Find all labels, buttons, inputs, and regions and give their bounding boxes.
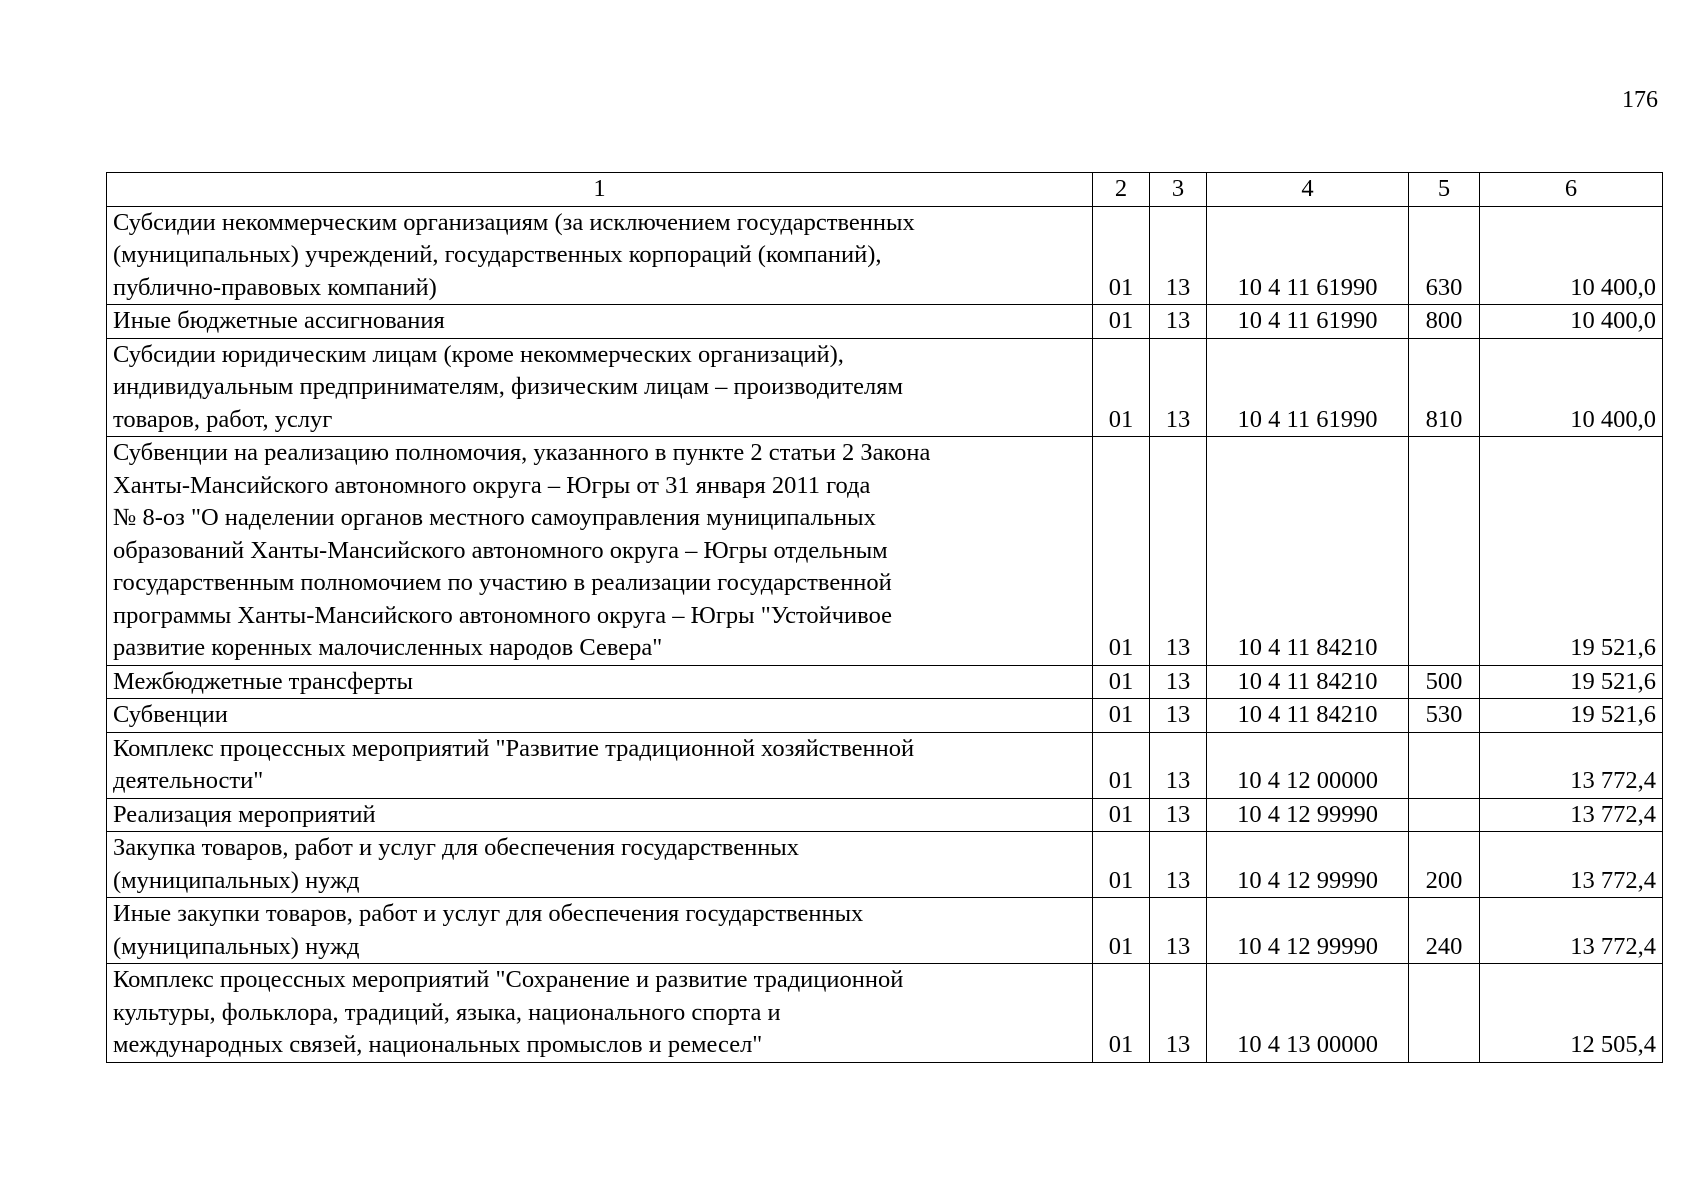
target-article-cell: 10 4 12 99990 (1207, 832, 1409, 898)
amount-cell: 10 400,0 (1480, 206, 1663, 305)
section-code-cell: 01 (1093, 699, 1150, 733)
target-article-cell: 10 4 13 00000 (1207, 964, 1409, 1063)
expense-type-cell: 810 (1409, 338, 1480, 437)
table-row (107, 699, 1663, 733)
expense-name-line: культуры, фольклора, традиций, языка, национального спорта и (113, 998, 781, 1026)
target-article-cell: 10 4 11 84210 (1207, 699, 1409, 733)
subsection-code-cell: 13 (1150, 798, 1207, 832)
expense-name-line: деятельности" (113, 767, 264, 794)
column-header: 4 (1207, 173, 1409, 207)
section-code-cell: 01 (1093, 964, 1150, 1063)
table-row (107, 206, 1663, 305)
expense-name-cell (107, 305, 1093, 339)
table-row (107, 898, 1663, 964)
subsection-code-cell: 13 (1150, 898, 1207, 964)
expense-name-cell (107, 898, 1093, 964)
section-code-cell: 01 (1093, 305, 1150, 339)
target-article-cell: 10 4 12 00000 (1207, 732, 1409, 798)
expense-name-cell (107, 964, 1093, 1063)
amount-cell: 13 772,4 (1480, 732, 1663, 798)
section-code-cell: 01 (1093, 898, 1150, 964)
target-article-cell: 10 4 11 61990 (1207, 338, 1409, 437)
expense-name-line: Закупка товаров, работ и услуг для обеспечения государственных (113, 834, 800, 861)
expense-name-line: Ханты-Мансийского автономного округа – Югры от 31 января 2011 года (113, 471, 871, 499)
expense-name-line: индивидуальным предпринимателям, физическим лицам – производителям (113, 373, 903, 400)
column-header: 6 (1480, 173, 1663, 207)
expense-type-cell (1409, 437, 1480, 666)
expense-name-line: Иные бюджетные ассигнования (113, 307, 445, 334)
expense-name-line: Реализация мероприятий (113, 800, 376, 828)
expense-name-cell (107, 832, 1093, 898)
amount-cell: 13 772,4 (1480, 832, 1663, 898)
subsection-code-cell: 13 (1150, 437, 1207, 666)
expense-type-cell: 800 (1409, 305, 1480, 339)
expense-name-line: (муниципальных) учреждений, государственных корпораций (компаний), (113, 241, 882, 268)
table-row (107, 732, 1663, 798)
expense-type-cell (1409, 798, 1480, 832)
table-row (107, 305, 1663, 339)
expense-type-cell: 500 (1409, 665, 1480, 699)
subsection-code-cell: 13 (1150, 338, 1207, 437)
expense-name-line: товаров, работ, услуг (113, 405, 333, 433)
section-code-cell: 01 (1093, 665, 1150, 699)
page-number: 176 (1622, 87, 1658, 113)
section-code-cell: 01 (1093, 338, 1150, 437)
subsection-code-cell: 13 (1150, 699, 1207, 733)
expense-name-line: развитие коренных малочисленных народов Севера" (113, 634, 663, 661)
expense-name-line: Иные закупки товаров, работ и услуг для обеспечения государственных (113, 900, 864, 927)
expense-name-line: (муниципальных) нужд (113, 866, 360, 894)
subsection-code-cell: 13 (1150, 305, 1207, 339)
expense-name-line: Субсидии юридическим лицам (кроме некоммерческих организаций), (113, 340, 844, 368)
budget-table (106, 172, 1663, 1063)
expense-name-cell (107, 206, 1093, 305)
amount-cell: 19 521,6 (1480, 665, 1663, 699)
amount-cell: 10 400,0 (1480, 305, 1663, 339)
section-code-cell: 01 (1093, 437, 1150, 666)
expense-name-line: (муниципальных) нужд (113, 932, 360, 960)
expense-type-cell: 530 (1409, 699, 1480, 733)
table-row (107, 798, 1663, 832)
expense-name-line: Субвенции на реализацию полномочия, указанного в пункте 2 статьи 2 Закона (113, 439, 931, 466)
expense-type-cell: 630 (1409, 206, 1480, 305)
expense-name-cell (107, 699, 1093, 733)
amount-cell: 10 400,0 (1480, 338, 1663, 437)
expense-name-line: международных связей, национальных промыслов и ремесел" (113, 1031, 763, 1058)
section-code-cell: 01 (1093, 206, 1150, 305)
table-row (107, 964, 1663, 1063)
expense-name-line: Межбюджетные трансферты (113, 667, 413, 695)
amount-cell: 12 505,4 (1480, 964, 1663, 1063)
section-code-cell: 01 (1093, 732, 1150, 798)
subsection-code-cell: 13 (1150, 665, 1207, 699)
target-article-cell: 10 4 11 84210 (1207, 665, 1409, 699)
table-row (107, 665, 1663, 699)
amount-cell: 19 521,6 (1480, 699, 1663, 733)
expense-type-cell (1409, 732, 1480, 798)
column-header: 2 (1093, 173, 1150, 207)
table-row (107, 338, 1663, 437)
target-article-cell: 10 4 11 61990 (1207, 305, 1409, 339)
column-header: 1 (107, 173, 1093, 207)
expense-name-cell (107, 798, 1093, 832)
amount-cell: 19 521,6 (1480, 437, 1663, 666)
target-article-cell: 10 4 12 99990 (1207, 898, 1409, 964)
expense-type-cell (1409, 964, 1480, 1063)
expense-name-line: публично-правовых компаний) (113, 273, 437, 301)
column-header: 5 (1409, 173, 1480, 207)
target-article-cell: 10 4 12 99990 (1207, 798, 1409, 832)
subsection-code-cell: 13 (1150, 832, 1207, 898)
target-article-cell: 10 4 11 84210 (1207, 437, 1409, 666)
expense-type-cell: 240 (1409, 898, 1480, 964)
expense-name-line: Субсидии некоммерческим организациям (за исключением государственных (113, 208, 915, 236)
section-code-cell: 01 (1093, 798, 1150, 832)
amount-cell: 13 772,4 (1480, 798, 1663, 832)
expense-name-line: Комплекс процессных мероприятий "Развитие традиционной хозяйственной (113, 734, 915, 762)
expense-name-cell (107, 338, 1093, 437)
target-article-cell: 10 4 11 61990 (1207, 206, 1409, 305)
expense-name-cell (107, 732, 1093, 798)
column-number-header-row (107, 173, 1663, 207)
expense-name-line: Субвенции (113, 701, 228, 728)
amount-cell: 13 772,4 (1480, 898, 1663, 964)
subsection-code-cell: 13 (1150, 206, 1207, 305)
expense-name-line: государственным полномочием по участию в реализации государственной (113, 569, 892, 596)
expense-name-line: Комплекс процессных мероприятий "Сохранение и развитие традиционной (113, 966, 904, 993)
table-row (107, 832, 1663, 898)
expense-name-cell (107, 665, 1093, 699)
section-code-cell: 01 (1093, 832, 1150, 898)
expense-name-line: образований Ханты-Мансийского автономного округа – Югры отдельным (113, 536, 888, 564)
table-row (107, 437, 1663, 666)
expense-type-cell: 200 (1409, 832, 1480, 898)
expense-name-cell (107, 437, 1093, 666)
subsection-code-cell: 13 (1150, 964, 1207, 1063)
column-header: 3 (1150, 173, 1207, 207)
expense-name-line: программы Ханты-Мансийского автономного округа – Югры "Устойчивое (113, 601, 892, 629)
subsection-code-cell: 13 (1150, 732, 1207, 798)
expense-name-line: № 8-оз "О наделении органов местного самоуправления муниципальных (113, 504, 876, 531)
